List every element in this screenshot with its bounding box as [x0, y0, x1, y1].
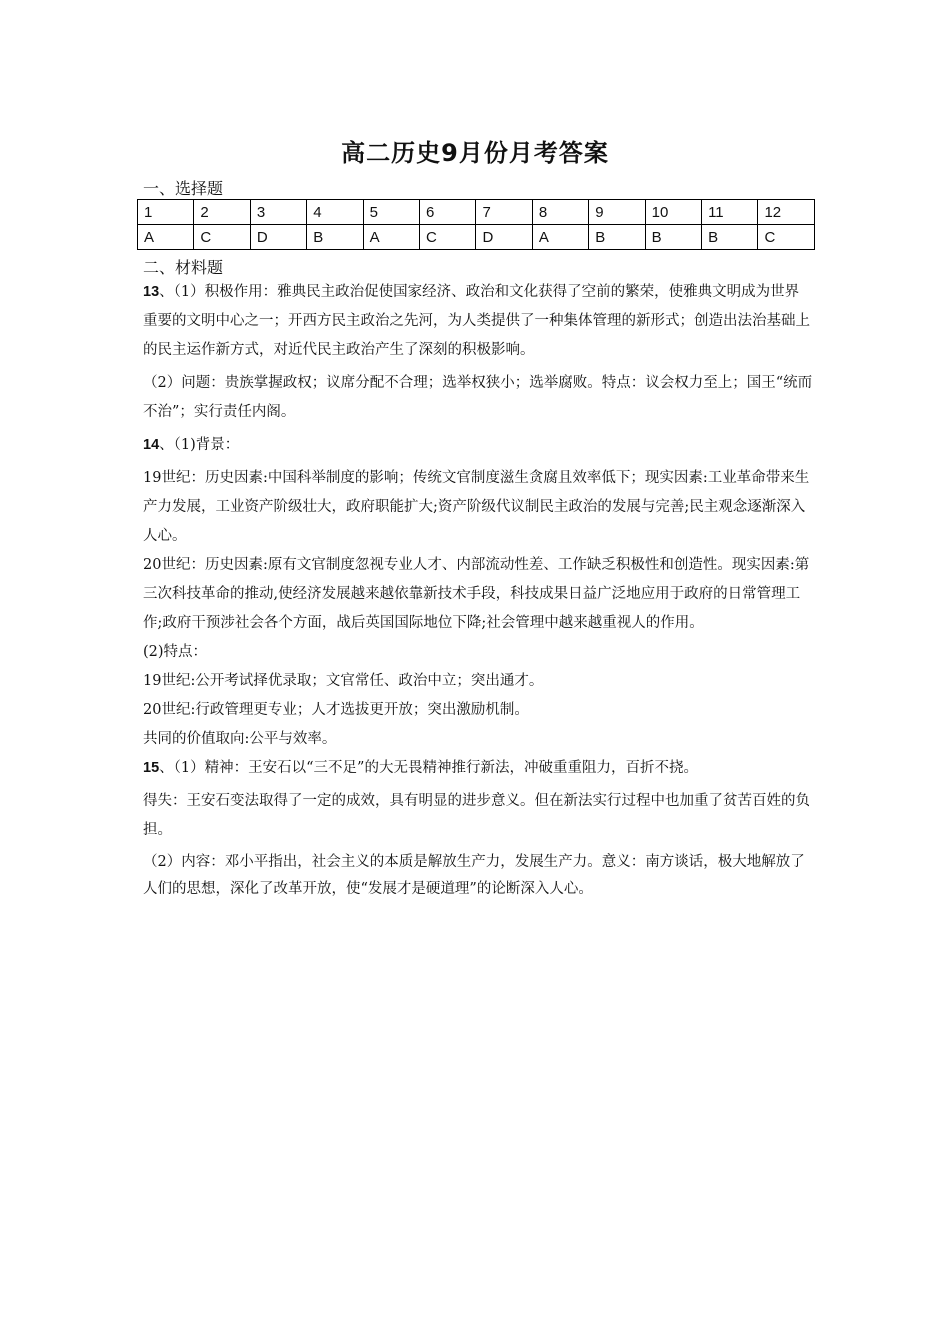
question-number: 1 — [138, 200, 194, 225]
answer-letter: A — [363, 225, 419, 250]
answer-letter: D — [476, 225, 532, 250]
q13-part2: （2）问题：贵族掌握政权；议席分配不合理；选举权狭小；选举腐败。特点：议会权力至上；国王“统而不治”；实行责任内阁。 — [143, 375, 813, 420]
q14-part1-text: 、（1)背景： — [159, 437, 240, 453]
q14-part1 — [143, 431, 813, 460]
question-number: 3 — [250, 200, 306, 225]
answer-letter: A — [138, 225, 194, 250]
answer-letter: B — [307, 225, 363, 250]
page-title: 高二历史9月份月考答案 — [341, 139, 609, 167]
question-number-14: 14 — [143, 437, 160, 453]
question-number: 8 — [532, 200, 588, 225]
answer-letter: A — [532, 225, 588, 250]
question-number: 7 — [476, 200, 532, 225]
q14-common-value: 共同的价值取向:公平与效率。 — [143, 731, 337, 747]
q13-part1-text: 、（1）积极作用：雅典民主政治促使国家经济、政治和文化获得了空前的繁荣，使雅典文明成为世界重要的文明中心之一；开西方民主政治之先河，为人类提供了一种集体管理的新形式；创造出法治基础上的民主运作新方式，对近代民主政治产生了深刻的积极影响。 — [143, 284, 810, 358]
q14-20th-background: 20世纪：历史因素:原有文官制度忽视专业人才、内部流动性差、工作缺乏积极性和创造性。现实因素:第三次科技革命的推动,使经济发展越来越依靠新技术手段，科技成果日益广泛地应用于政府的日常管理工作;政府干预涉社会各个方面，战后英国国际地位下降;社会管理中越来越重视人的作用。 — [143, 557, 810, 631]
q15-part1-text: 、（1）精神：王安石以“三不足”的大无畏精神推行新法，冲破重重阻力，百折不挠。 — [159, 760, 698, 776]
answer-table-answer-row — [138, 225, 815, 250]
question-number: 6 — [420, 200, 476, 225]
section-heading-choice: 一、选择题 — [143, 179, 224, 198]
q13-part1 — [143, 278, 813, 365]
question-number: 4 — [307, 200, 363, 225]
question-number: 10 — [645, 200, 701, 225]
question-number: 11 — [702, 200, 758, 225]
answer-letter: D — [250, 225, 306, 250]
question-number: 9 — [589, 200, 645, 225]
q14-19th-features: 19世纪:公开考试择优录取；文官常任、政治中立；突出通才。 — [143, 673, 544, 689]
q15-gains-losses: 得失：王安石变法取得了一定的成效，具有明显的进步意义。但在新法实行过程中也加重了贫苦百姓的负担。 — [143, 793, 810, 838]
question-number: 5 — [363, 200, 419, 225]
answer-table-number-row — [138, 200, 815, 225]
question-number-13: 13 — [143, 284, 160, 300]
q15-part2: （2）内容：邓小平指出，社会主义的本质是解放生产力，发展生产力。意义：南方谈话，极大地解放了人们的思想，深化了改革开放，使“发展才是硬道理”的论断深入人心。 — [143, 854, 805, 897]
answer-letter: C — [420, 225, 476, 250]
q14-features-heading: (2)特点： — [143, 644, 208, 660]
question-number: 2 — [194, 200, 250, 225]
answer-table — [137, 199, 815, 250]
answer-letter: C — [758, 225, 815, 250]
section-heading-material: 二、材料题 — [143, 258, 224, 277]
answer-letter: B — [589, 225, 645, 250]
answer-letter: C — [194, 225, 250, 250]
answer-letter: B — [645, 225, 701, 250]
q14-19th-background: 19世纪：历史因素:中国科举制度的影响；传统文官制度滋生贪腐且效率低下；现实因素:工业革命带来生产力发展，工业资产阶级壮大，政府职能扩大;资产阶级代议制民主政治的发展与完善;民主观念逐渐深入人心。 — [143, 470, 810, 544]
q15-part1 — [143, 754, 813, 783]
q14-20th-features: 20世纪:行政管理更专业；人才选拔更开放；突出激励机制。 — [143, 702, 529, 718]
material-answers — [143, 278, 813, 903]
question-number-15: 15 — [143, 760, 160, 776]
answer-letter: B — [702, 225, 758, 250]
question-number: 12 — [758, 200, 815, 225]
